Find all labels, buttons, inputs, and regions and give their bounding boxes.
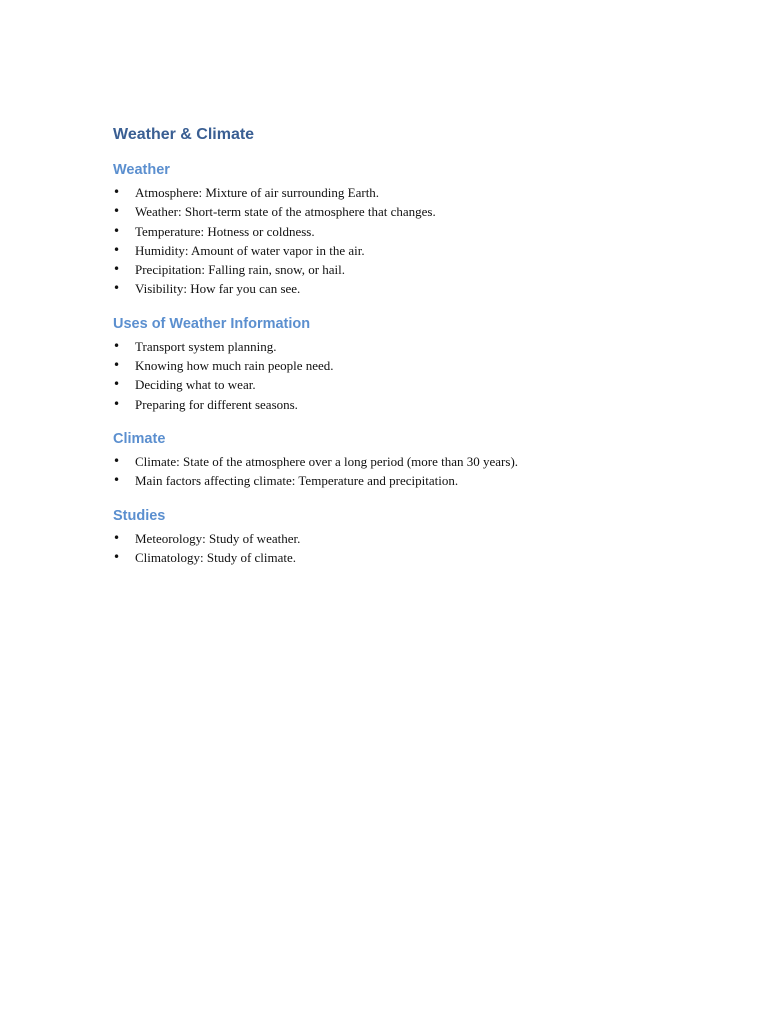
list-item	[113, 548, 673, 567]
bullet-icon: •	[113, 358, 121, 373]
bullet-icon: •	[113, 338, 121, 353]
list-item-text: Transport system planning.	[135, 338, 277, 354]
list-item-text: Preparing for different seasons.	[135, 396, 298, 412]
list-item	[113, 183, 673, 202]
bullet-icon: •	[113, 185, 121, 199]
list-item	[113, 202, 673, 221]
list-item	[113, 260, 673, 279]
bullet-list	[113, 452, 673, 491]
section-heading: Uses of Weather Information	[113, 315, 311, 332]
list-item	[113, 356, 673, 375]
list-item-text: Meteorology: Study of weather.	[135, 530, 301, 546]
bullet-icon: •	[113, 242, 121, 257]
document-title: Weather & Climate	[113, 126, 255, 143]
document-page	[113, 124, 673, 582]
bullet-icon: •	[113, 396, 121, 411]
list-item-text: Visibility: How far you can see.	[135, 281, 301, 297]
list-item-text: Precipitation: Falling rain, snow, or hail.	[135, 262, 346, 278]
list-item-text: Main factors affecting climate: Temperature and precipitation.	[135, 473, 459, 489]
list-item	[113, 222, 673, 241]
bullet-list	[113, 183, 673, 299]
bullet-icon: •	[113, 473, 121, 488]
document-sections	[113, 160, 673, 567]
bullet-icon: •	[113, 223, 121, 238]
bullet-icon: •	[113, 262, 121, 277]
section-heading: Studies	[113, 507, 166, 524]
bullet-icon: •	[113, 204, 121, 219]
list-item-text: Weather: Short-term state of the atmosphere that changes.	[135, 204, 436, 220]
list-item-text: Deciding what to wear.	[135, 377, 256, 393]
list-item	[113, 279, 673, 298]
list-item	[113, 337, 673, 356]
list-item	[113, 529, 673, 548]
section-heading: Climate	[113, 430, 166, 447]
bullet-icon: •	[113, 549, 121, 564]
list-item-text: Climatology: Study of climate.	[135, 549, 297, 565]
list-item	[113, 395, 673, 414]
list-item-text: Knowing how much rain people need.	[135, 358, 334, 374]
bullet-icon: •	[113, 281, 121, 296]
bullet-icon: •	[113, 453, 121, 468]
list-item-text: Temperature: Hotness or coldness.	[135, 223, 315, 239]
bullet-icon: •	[113, 530, 121, 545]
list-item	[113, 375, 673, 394]
list-item-text: Humidity: Amount of water vapor in the air.	[135, 242, 365, 258]
section-heading: Weather	[113, 162, 170, 178]
bullet-list	[113, 529, 673, 568]
bullet-icon: •	[113, 377, 121, 392]
list-item-text: Climate: State of the atmosphere over a long period (more than 30 years).	[135, 453, 519, 469]
bullet-list	[113, 337, 673, 414]
list-item	[113, 471, 673, 490]
list-item	[113, 241, 673, 260]
list-item	[113, 452, 673, 471]
list-item-text: Atmosphere: Mixture of air surrounding Earth.	[135, 185, 380, 200]
